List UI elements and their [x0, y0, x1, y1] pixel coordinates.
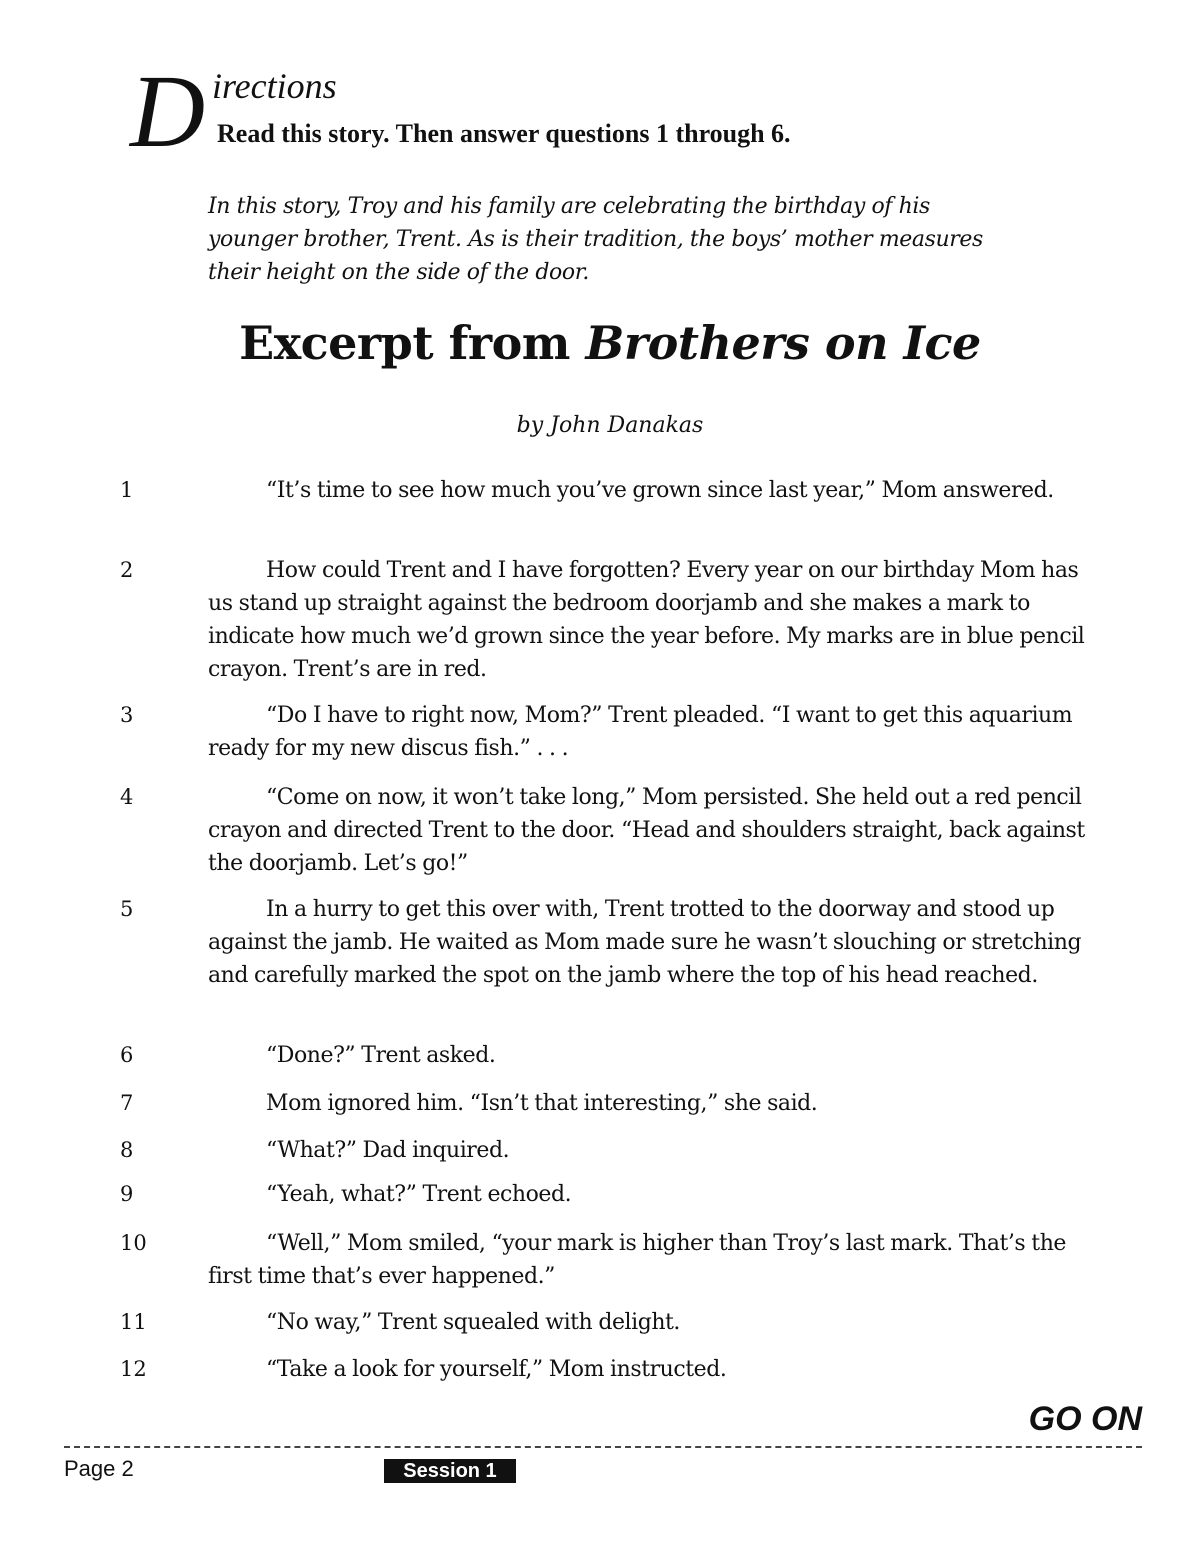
paragraph-number: 3: [120, 703, 134, 727]
directions-instruction: Read this story. Then answer questions 1 through 6.: [217, 119, 791, 148]
paragraph-number: 4: [120, 785, 134, 809]
paragraph-number: 9: [120, 1182, 134, 1206]
story-introduction: In this story, Troy and his family are celebrating the birthday of his younger brother, Trent. As is their tradition, the boys’ mother measures their height on the side of the door.: [208, 194, 983, 285]
paragraph-number: 6: [120, 1043, 134, 1067]
paragraph-text: “Take a look for yourself,” Mom instructed.: [266, 1357, 727, 1382]
story-title: [0, 316, 1200, 371]
paragraph-number: 10: [120, 1231, 147, 1255]
paragraph-number: 5: [120, 897, 134, 921]
paragraph-text: “Well,” Mom smiled, “your mark is higher than Troy’s last mark. That’s the first time that’s ever happened.”: [208, 1231, 1066, 1289]
paragraph-number: 7: [120, 1091, 134, 1115]
paragraph-text: In a hurry to get this over with, Trent trotted to the doorway and stood up against the jamb. He waited as Mom made sure he wasn’t slouching or stretching and carefully marked the spot on the jamb where the top of his head reached.: [208, 897, 1082, 988]
paragraph-number: 1: [120, 478, 134, 502]
footer-divider: [64, 1446, 1142, 1448]
go-on-label: GO ON: [1028, 1400, 1142, 1438]
title-work: Brothers on Ice: [585, 316, 981, 370]
paragraph-text: “Done?” Trent asked.: [266, 1043, 496, 1068]
paragraph-number: 11: [120, 1310, 147, 1334]
paragraph-number: 8: [120, 1138, 134, 1162]
paragraph-text: Mom ignored him. “Isn’t that interesting,” she said.: [266, 1091, 818, 1116]
paragraph-text: “What?” Dad inquired.: [266, 1138, 510, 1163]
paragraph-text: “Come on now, it won’t take long,” Mom persisted. She held out a red pencil crayon and directed Trent to the door. “Head and shoulders straight, back against the doorjamb. Let’s go!”: [208, 785, 1085, 876]
paragraph-text: How could Trent and I have forgotten? Every year on our birthday Mom has us stand up straight against the bedroom doorjamb and she makes a mark to indicate how much we’d grown since the year before. My marks are in blue pencil crayon. Trent’s are in red.: [208, 558, 1085, 682]
page-number: Page 2: [64, 1456, 134, 1481]
paragraph-text: “It’s time to see how much you’ve grown since last year,” Mom answered.: [266, 478, 1054, 503]
paragraph-text: “Do I have to right now, Mom?” Trent pleaded. “I want to get this aquarium ready for my new discus fish.” . . .: [208, 703, 1073, 761]
author-byline: by John Danakas: [516, 413, 704, 438]
paragraph-number: 2: [120, 558, 134, 582]
paragraph-text: “Yeah, what?” Trent echoed.: [266, 1182, 572, 1207]
title-prefix: Excerpt from: [239, 316, 586, 370]
paragraph-number: 12: [120, 1357, 147, 1381]
session-badge: Session 1: [384, 1459, 516, 1483]
directions-drop-cap: D: [130, 54, 206, 169]
directions-heading: irections: [212, 66, 337, 106]
paragraph-text: “No way,” Trent squealed with delight.: [266, 1310, 680, 1335]
